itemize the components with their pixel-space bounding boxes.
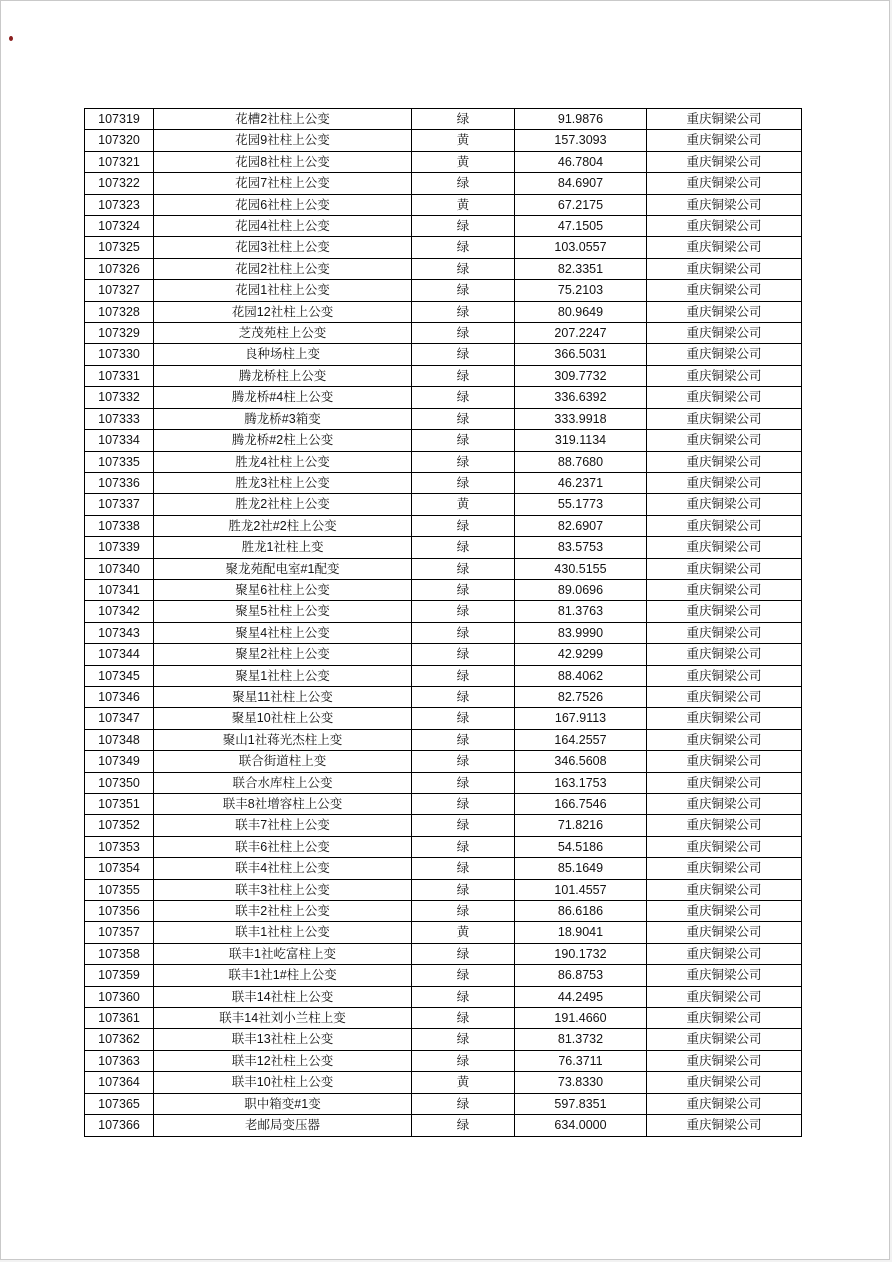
cell-value: 430.5155	[515, 558, 647, 579]
cell-value: 86.8753	[515, 965, 647, 986]
cell-company: 重庆铜梁公司	[647, 751, 802, 772]
cell-name: 联丰14社柱上公变	[154, 986, 412, 1007]
cell-company: 重庆铜梁公司	[647, 301, 802, 322]
cell-id: 107326	[85, 258, 154, 279]
cell-status: 绿	[412, 537, 515, 558]
cell-id: 107320	[85, 130, 154, 151]
cell-value: 75.2103	[515, 280, 647, 301]
table-row	[85, 922, 802, 943]
cell-status: 绿	[412, 794, 515, 815]
cell-id: 107339	[85, 537, 154, 558]
cell-status: 绿	[412, 665, 515, 686]
cell-company: 重庆铜梁公司	[647, 794, 802, 815]
cell-status: 绿	[412, 708, 515, 729]
table-row	[85, 858, 802, 879]
table-row	[85, 216, 802, 237]
cell-id: 107329	[85, 323, 154, 344]
table-row	[85, 965, 802, 986]
table-row	[85, 537, 802, 558]
cell-id: 107346	[85, 686, 154, 707]
cell-status: 绿	[412, 836, 515, 857]
cell-company: 重庆铜梁公司	[647, 665, 802, 686]
cell-value: 54.5186	[515, 836, 647, 857]
cell-value: 157.3093	[515, 130, 647, 151]
table-row	[85, 451, 802, 472]
cell-id: 107333	[85, 408, 154, 429]
cell-status: 绿	[412, 879, 515, 900]
cell-status: 黄	[412, 922, 515, 943]
cell-value: 190.1732	[515, 943, 647, 964]
cell-value: 88.7680	[515, 451, 647, 472]
cell-value: 47.1505	[515, 216, 647, 237]
cell-status: 绿	[412, 237, 515, 258]
cell-name: 联丰1社柱上公变	[154, 922, 412, 943]
cell-status: 绿	[412, 558, 515, 579]
cell-status: 绿	[412, 387, 515, 408]
cell-id: 107323	[85, 194, 154, 215]
cell-company: 重庆铜梁公司	[647, 1050, 802, 1071]
cell-value: 319.1134	[515, 430, 647, 451]
cell-company: 重庆铜梁公司	[647, 708, 802, 729]
cell-status: 绿	[412, 686, 515, 707]
cell-company: 重庆铜梁公司	[647, 537, 802, 558]
cell-company: 重庆铜梁公司	[647, 772, 802, 793]
cell-name: 联丰13社柱上公变	[154, 1029, 412, 1050]
table-row	[85, 1093, 802, 1114]
table-row	[85, 1008, 802, 1029]
cell-status: 黄	[412, 130, 515, 151]
table-row	[85, 729, 802, 750]
cell-company: 重庆铜梁公司	[647, 280, 802, 301]
table-row	[85, 280, 802, 301]
table-row	[85, 579, 802, 600]
cell-value: 309.7732	[515, 365, 647, 386]
cell-name: 聚星2社柱上公变	[154, 644, 412, 665]
cell-status: 绿	[412, 1029, 515, 1050]
cell-id: 107325	[85, 237, 154, 258]
table-row	[85, 301, 802, 322]
cell-id: 107366	[85, 1115, 154, 1136]
table-row	[85, 430, 802, 451]
table-row	[85, 751, 802, 772]
cell-value: 46.2371	[515, 472, 647, 493]
cell-id: 107338	[85, 515, 154, 536]
cell-status: 绿	[412, 644, 515, 665]
table-row	[85, 644, 802, 665]
cell-name: 胜龙4社柱上公变	[154, 451, 412, 472]
cell-status: 绿	[412, 1093, 515, 1114]
cell-status: 绿	[412, 451, 515, 472]
cell-id: 107336	[85, 472, 154, 493]
cell-id: 107351	[85, 794, 154, 815]
cell-value: 207.2247	[515, 323, 647, 344]
cell-value: 42.9299	[515, 644, 647, 665]
cell-value: 44.2495	[515, 986, 647, 1007]
cell-value: 164.2557	[515, 729, 647, 750]
cell-status: 绿	[412, 344, 515, 365]
table-row	[85, 708, 802, 729]
cell-value: 634.0000	[515, 1115, 647, 1136]
cell-name: 胜龙1社柱上变	[154, 537, 412, 558]
cell-id: 107334	[85, 430, 154, 451]
cell-id: 107332	[85, 387, 154, 408]
cell-status: 绿	[412, 858, 515, 879]
cell-status: 绿	[412, 323, 515, 344]
cell-value: 81.3732	[515, 1029, 647, 1050]
cell-value: 83.5753	[515, 537, 647, 558]
cell-value: 76.3711	[515, 1050, 647, 1071]
cell-name: 花园9社柱上公变	[154, 130, 412, 151]
cell-id: 107345	[85, 665, 154, 686]
cell-company: 重庆铜梁公司	[647, 1008, 802, 1029]
cell-id: 107349	[85, 751, 154, 772]
cell-value: 84.6907	[515, 173, 647, 194]
cell-name: 花园4社柱上公变	[154, 216, 412, 237]
cell-name: 腾龙桥柱上公变	[154, 365, 412, 386]
cell-name: 腾龙桥#3箱变	[154, 408, 412, 429]
cell-company: 重庆铜梁公司	[647, 965, 802, 986]
table-row	[85, 109, 802, 130]
cell-status: 绿	[412, 258, 515, 279]
cell-name: 聚星4社柱上公变	[154, 622, 412, 643]
cell-value: 167.9113	[515, 708, 647, 729]
cell-company: 重庆铜梁公司	[647, 151, 802, 172]
cell-id: 107342	[85, 601, 154, 622]
cell-status: 绿	[412, 965, 515, 986]
cell-value: 46.7804	[515, 151, 647, 172]
cell-company: 重庆铜梁公司	[647, 644, 802, 665]
cell-name: 聚星6社柱上公变	[154, 579, 412, 600]
cell-status: 绿	[412, 408, 515, 429]
cell-company: 重庆铜梁公司	[647, 558, 802, 579]
cell-value: 82.7526	[515, 686, 647, 707]
cell-id: 107352	[85, 815, 154, 836]
table-row	[85, 365, 802, 386]
cell-value: 336.6392	[515, 387, 647, 408]
cell-company: 重庆铜梁公司	[647, 901, 802, 922]
cell-status: 绿	[412, 772, 515, 793]
cell-name: 联丰3社柱上公变	[154, 879, 412, 900]
cell-value: 163.1753	[515, 772, 647, 793]
cell-name: 花园3社柱上公变	[154, 237, 412, 258]
cell-id: 107348	[85, 729, 154, 750]
cell-value: 597.8351	[515, 1093, 647, 1114]
cell-status: 绿	[412, 943, 515, 964]
cell-status: 绿	[412, 579, 515, 600]
cell-status: 绿	[412, 280, 515, 301]
table-row	[85, 472, 802, 493]
cell-name: 职中箱变#1变	[154, 1093, 412, 1114]
cell-company: 重庆铜梁公司	[647, 922, 802, 943]
cell-company: 重庆铜梁公司	[647, 130, 802, 151]
table-row	[85, 173, 802, 194]
table-row	[85, 686, 802, 707]
cell-company: 重庆铜梁公司	[647, 237, 802, 258]
cell-status: 绿	[412, 515, 515, 536]
table-row	[85, 130, 802, 151]
cell-company: 重庆铜梁公司	[647, 879, 802, 900]
cell-company: 重庆铜梁公司	[647, 1072, 802, 1093]
cell-status: 绿	[412, 1008, 515, 1029]
cell-company: 重庆铜梁公司	[647, 258, 802, 279]
cell-id: 107365	[85, 1093, 154, 1114]
cell-id: 107340	[85, 558, 154, 579]
cell-id: 107358	[85, 943, 154, 964]
cell-status: 绿	[412, 901, 515, 922]
cell-name: 聚星11社柱上公变	[154, 686, 412, 707]
cell-company: 重庆铜梁公司	[647, 836, 802, 857]
cell-name: 花园2社柱上公变	[154, 258, 412, 279]
cell-name: 联丰10社柱上公变	[154, 1072, 412, 1093]
cell-name: 聚星10社柱上公变	[154, 708, 412, 729]
cell-id: 107363	[85, 1050, 154, 1071]
cell-name: 联丰12社柱上公变	[154, 1050, 412, 1071]
cell-name: 联丰6社柱上公变	[154, 836, 412, 857]
cell-company: 重庆铜梁公司	[647, 579, 802, 600]
cell-value: 88.4062	[515, 665, 647, 686]
cell-value: 103.0557	[515, 237, 647, 258]
cell-name: 良种场柱上变	[154, 344, 412, 365]
cell-company: 重庆铜梁公司	[647, 430, 802, 451]
table-row	[85, 1029, 802, 1050]
cell-name: 聚星5社柱上公变	[154, 601, 412, 622]
cell-status: 黄	[412, 194, 515, 215]
transformer-table	[84, 108, 802, 1137]
cell-status: 绿	[412, 622, 515, 643]
table-row	[85, 879, 802, 900]
cell-company: 重庆铜梁公司	[647, 365, 802, 386]
table-row	[85, 558, 802, 579]
table-row	[85, 1115, 802, 1136]
cell-id: 107360	[85, 986, 154, 1007]
cell-id: 107361	[85, 1008, 154, 1029]
cell-value: 55.1773	[515, 494, 647, 515]
cell-name: 联丰1社屹富柱上变	[154, 943, 412, 964]
cell-id: 107324	[85, 216, 154, 237]
cell-name: 花园7社柱上公变	[154, 173, 412, 194]
cell-company: 重庆铜梁公司	[647, 686, 802, 707]
cell-id: 107341	[85, 579, 154, 600]
cell-status: 绿	[412, 601, 515, 622]
table-row	[85, 836, 802, 857]
table-row	[85, 986, 802, 1007]
cell-status: 绿	[412, 729, 515, 750]
cell-company: 重庆铜梁公司	[647, 1093, 802, 1114]
cell-company: 重庆铜梁公司	[647, 494, 802, 515]
cell-name: 聚星1社柱上公变	[154, 665, 412, 686]
cell-name: 联丰1社1#柱上公变	[154, 965, 412, 986]
cell-value: 81.3763	[515, 601, 647, 622]
cell-value: 86.6186	[515, 901, 647, 922]
cell-id: 107328	[85, 301, 154, 322]
cell-id: 107347	[85, 708, 154, 729]
cell-id: 107354	[85, 858, 154, 879]
cell-name: 腾龙桥#4柱上公变	[154, 387, 412, 408]
cell-status: 绿	[412, 986, 515, 1007]
cell-id: 107343	[85, 622, 154, 643]
cell-id: 107322	[85, 173, 154, 194]
cell-company: 重庆铜梁公司	[647, 451, 802, 472]
table-row	[85, 1050, 802, 1071]
cell-value: 82.6907	[515, 515, 647, 536]
table-row	[85, 237, 802, 258]
cell-status: 黄	[412, 1072, 515, 1093]
cell-value: 333.9918	[515, 408, 647, 429]
table-row	[85, 408, 802, 429]
cell-company: 重庆铜梁公司	[647, 943, 802, 964]
table-row	[85, 515, 802, 536]
table-row	[85, 194, 802, 215]
table-body	[85, 109, 802, 1137]
table-row	[85, 601, 802, 622]
cell-value: 80.9649	[515, 301, 647, 322]
cell-value: 18.9041	[515, 922, 647, 943]
cell-id: 107327	[85, 280, 154, 301]
cell-value: 73.8330	[515, 1072, 647, 1093]
table-row	[85, 151, 802, 172]
cell-status: 黄	[412, 151, 515, 172]
cell-name: 联丰8社增容柱上公变	[154, 794, 412, 815]
table-row	[85, 901, 802, 922]
cell-company: 重庆铜梁公司	[647, 109, 802, 130]
cell-name: 花园12社柱上公变	[154, 301, 412, 322]
cell-id: 107350	[85, 772, 154, 793]
cell-status: 绿	[412, 109, 515, 130]
cell-value: 101.4557	[515, 879, 647, 900]
cell-id: 107319	[85, 109, 154, 130]
cell-status: 绿	[412, 365, 515, 386]
cell-id: 107359	[85, 965, 154, 986]
cell-id: 107337	[85, 494, 154, 515]
cell-id: 107344	[85, 644, 154, 665]
table-row	[85, 1072, 802, 1093]
cell-value: 89.0696	[515, 579, 647, 600]
cell-company: 重庆铜梁公司	[647, 323, 802, 344]
cell-name: 联丰7社柱上公变	[154, 815, 412, 836]
cell-value: 71.8216	[515, 815, 647, 836]
cell-value: 346.5608	[515, 751, 647, 772]
cell-name: 胜龙2社#2柱上公变	[154, 515, 412, 536]
cell-value: 91.9876	[515, 109, 647, 130]
cell-status: 绿	[412, 1050, 515, 1071]
table-row	[85, 344, 802, 365]
cell-id: 107355	[85, 879, 154, 900]
cell-status: 绿	[412, 472, 515, 493]
cell-name: 胜龙2社柱上公变	[154, 494, 412, 515]
cell-company: 重庆铜梁公司	[647, 344, 802, 365]
cell-company: 重庆铜梁公司	[647, 387, 802, 408]
cell-company: 重庆铜梁公司	[647, 194, 802, 215]
cell-name: 聚龙苑配电室#1配变	[154, 558, 412, 579]
cell-status: 绿	[412, 430, 515, 451]
cell-company: 重庆铜梁公司	[647, 729, 802, 750]
cell-company: 重庆铜梁公司	[647, 515, 802, 536]
stray-mark	[9, 36, 13, 41]
cell-status: 绿	[412, 216, 515, 237]
cell-name: 腾龙桥#2柱上公变	[154, 430, 412, 451]
cell-name: 花园8社柱上公变	[154, 151, 412, 172]
cell-name: 聚山1社蒋光杰柱上变	[154, 729, 412, 750]
table-row	[85, 258, 802, 279]
cell-company: 重庆铜梁公司	[647, 1029, 802, 1050]
table-row	[85, 323, 802, 344]
cell-name: 联丰2社柱上公变	[154, 901, 412, 922]
cell-status: 绿	[412, 1115, 515, 1136]
cell-company: 重庆铜梁公司	[647, 815, 802, 836]
cell-id: 107364	[85, 1072, 154, 1093]
cell-company: 重庆铜梁公司	[647, 986, 802, 1007]
cell-value: 67.2175	[515, 194, 647, 215]
table-row	[85, 772, 802, 793]
cell-name: 联合街道柱上变	[154, 751, 412, 772]
cell-status: 绿	[412, 751, 515, 772]
cell-name: 胜龙3社柱上公变	[154, 472, 412, 493]
cell-name: 芝茂苑柱上公变	[154, 323, 412, 344]
cell-status: 绿	[412, 173, 515, 194]
cell-value: 191.4660	[515, 1008, 647, 1029]
cell-value: 85.1649	[515, 858, 647, 879]
cell-company: 重庆铜梁公司	[647, 1115, 802, 1136]
cell-company: 重庆铜梁公司	[647, 173, 802, 194]
cell-name: 花园6社柱上公变	[154, 194, 412, 215]
cell-value: 166.7546	[515, 794, 647, 815]
table-row	[85, 815, 802, 836]
cell-company: 重庆铜梁公司	[647, 216, 802, 237]
cell-id: 107356	[85, 901, 154, 922]
cell-name: 联丰4社柱上公变	[154, 858, 412, 879]
cell-id: 107353	[85, 836, 154, 857]
cell-value: 366.5031	[515, 344, 647, 365]
cell-value: 82.3351	[515, 258, 647, 279]
cell-name: 花园1社柱上公变	[154, 280, 412, 301]
cell-company: 重庆铜梁公司	[647, 622, 802, 643]
cell-status: 绿	[412, 301, 515, 322]
table-row	[85, 494, 802, 515]
cell-status: 黄	[412, 494, 515, 515]
cell-id: 107357	[85, 922, 154, 943]
cell-status: 绿	[412, 815, 515, 836]
table-row	[85, 622, 802, 643]
cell-name: 花槽2社柱上公变	[154, 109, 412, 130]
cell-name: 联丰14社刘小兰柱上变	[154, 1008, 412, 1029]
cell-company: 重庆铜梁公司	[647, 858, 802, 879]
cell-name: 老邮局变压器	[154, 1115, 412, 1136]
table-row	[85, 387, 802, 408]
cell-id: 107335	[85, 451, 154, 472]
cell-id: 107330	[85, 344, 154, 365]
cell-value: 83.9990	[515, 622, 647, 643]
table-row	[85, 794, 802, 815]
table-row	[85, 943, 802, 964]
cell-id: 107321	[85, 151, 154, 172]
cell-id: 107362	[85, 1029, 154, 1050]
cell-name: 联合水库柱上公变	[154, 772, 412, 793]
cell-company: 重庆铜梁公司	[647, 472, 802, 493]
cell-company: 重庆铜梁公司	[647, 601, 802, 622]
table-row	[85, 665, 802, 686]
cell-id: 107331	[85, 365, 154, 386]
cell-company: 重庆铜梁公司	[647, 408, 802, 429]
